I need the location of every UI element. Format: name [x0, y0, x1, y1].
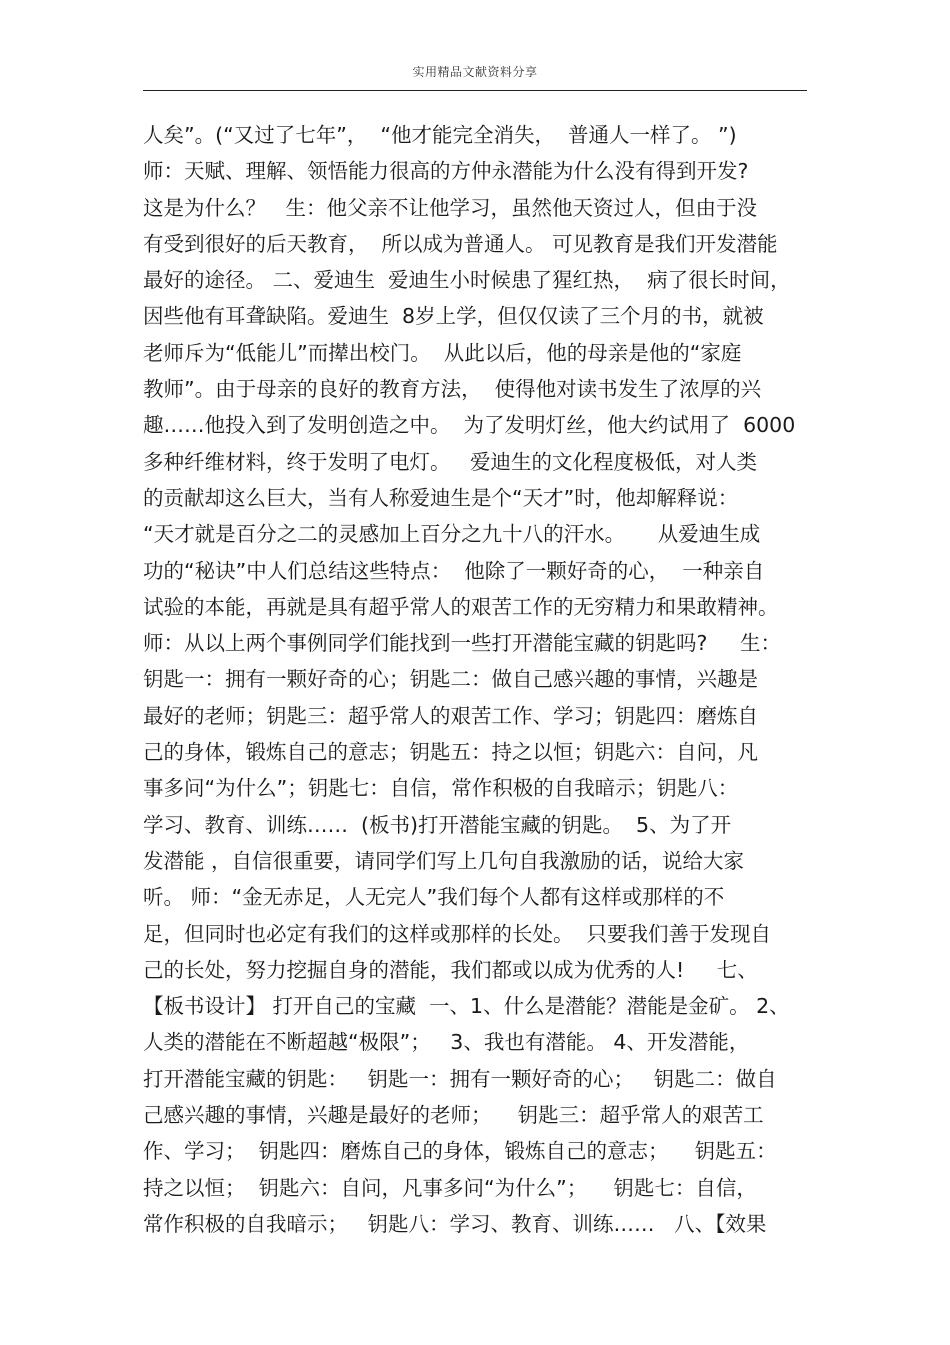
text-line: 老师斥为“低能儿”而撵出校门。 从此以后，他的母亲是他的“家庭 [143, 340, 742, 365]
text-line: 教师”。由于母亲的良好的教育方法， 使得他对读书发生了浓厚的兴 [143, 377, 762, 402]
text-line: 发潜能 ，自信很重要，请同学们写上几句自我激励的话，说给大家 [143, 848, 745, 873]
text-line: 的贡献却这么巨大，当有人称爱迪生是个“天才”时，他却解释说： [143, 485, 739, 510]
text-line: 【板书设计】 打开自己的宝藏 一、1、什么是潜能？潜能是金矿。 2、 [143, 994, 790, 1019]
text-line: “天才就是百分之二的灵感加上百分之九十八的汗水。 从爱迪生成 [143, 522, 761, 547]
text-line: 己的身体，锻炼自己的意志；钥匙五：持之以恒；钥匙六：自问，凡 [143, 740, 758, 765]
text-line: 作、学习； 钥匙四：磨炼自己的身体，锻炼自己的意志； 钥匙五： [143, 1139, 777, 1164]
text-line: 听。 师：“金无赤足，人无完人”我们每个人都有这样或那样的不 [143, 885, 725, 910]
text-line: 有受到很好的后天教育， 所以成为普通人。 可见教育是我们开发潜能 [143, 231, 778, 256]
body-text [143, 117, 823, 1242]
text-line: 人类的潜能在不断超越“极限”； 3、我也有潜能。 4、开发潜能， [143, 1030, 750, 1055]
text-line: 最好的途径。 二、爱迪生 爱迪生小时候患了猩红热， 病了很长时间， [143, 268, 791, 293]
text-line: 己感兴趣的事情，兴趣是最好的老师； 钥匙三：超乎常人的艰苦工 [143, 1103, 764, 1128]
text-line: 这是为什么？ 生：他父亲不让他学习，虽然他天资过人，但由于没 [143, 195, 758, 220]
text-line: 功的“秘诀”中人们总结这些特点： 他除了一颗好奇的心， 一种亲自 [143, 558, 765, 583]
text-line: 趣……他投入到了发明创造之中。 为了发明灯丝，他大约试用了 6000 [143, 413, 796, 438]
header-divider [143, 90, 807, 91]
text-line: 持之以恒； 钥匙六：自问，凡事多问“为什么”； 钥匙七：自信， [143, 1175, 757, 1200]
text-line: 最好的老师；钥匙三：超乎常人的艰苦工作、学习；钥匙四：磨炼自 [143, 703, 758, 728]
text-line: 师：天赋、理解、领悟能力很高的方仲永潜能为什么没有得到开发? [143, 159, 749, 184]
text-line: 多种纤维材料，终于发明了电灯。 爱迪生的文化程度极低，对人类 [143, 449, 758, 474]
text-line: 足，但同时也必定有我们的这样或那样的长处。 只要我们善于发现自 [143, 921, 772, 946]
text-line: 打开潜能宝藏的钥匙： 钥匙一：拥有一颗好奇的心； 钥匙二：做自 [143, 1066, 777, 1091]
text-line: 因些他有耳聋缺陷。爱迪生 8岁上学，但仅仅读了三个月的书，就被 [143, 304, 764, 329]
text-line: 试验的本能，再就是具有超乎常人的艰苦工作的无穷精力和果敢精神。 [143, 594, 779, 619]
text-line: 钥匙一：拥有一颗好奇的心；钥匙二：做自己感兴趣的事情，兴趣是 [143, 667, 758, 692]
text-line: 事多问“为什么”；钥匙七：自信，常作积极的自我暗示；钥匙八： [143, 776, 739, 801]
text-line: 师：从以上两个事例同学们能找到一些打开潜能宝藏的钥匙吗? 生： [143, 631, 781, 656]
text-line: 常作积极的自我暗示； 钥匙八：学习、教育、训练…… 八、【效果 [143, 1211, 767, 1236]
text-line: 己的长处，努力挖掘自身的潜能，我们都或以成为优秀的人! 七、 [143, 957, 758, 982]
text-line: 人矣”。(“又过了七年”， “他才能完全消失， 普通人一样了。 ”) [143, 123, 737, 147]
text-line: 学习、教育、训练…… (板书)打开潜能宝藏的钥匙。 5、为了开 [143, 812, 732, 837]
running-header: 实用精品文献资料分享 [412, 65, 538, 79]
